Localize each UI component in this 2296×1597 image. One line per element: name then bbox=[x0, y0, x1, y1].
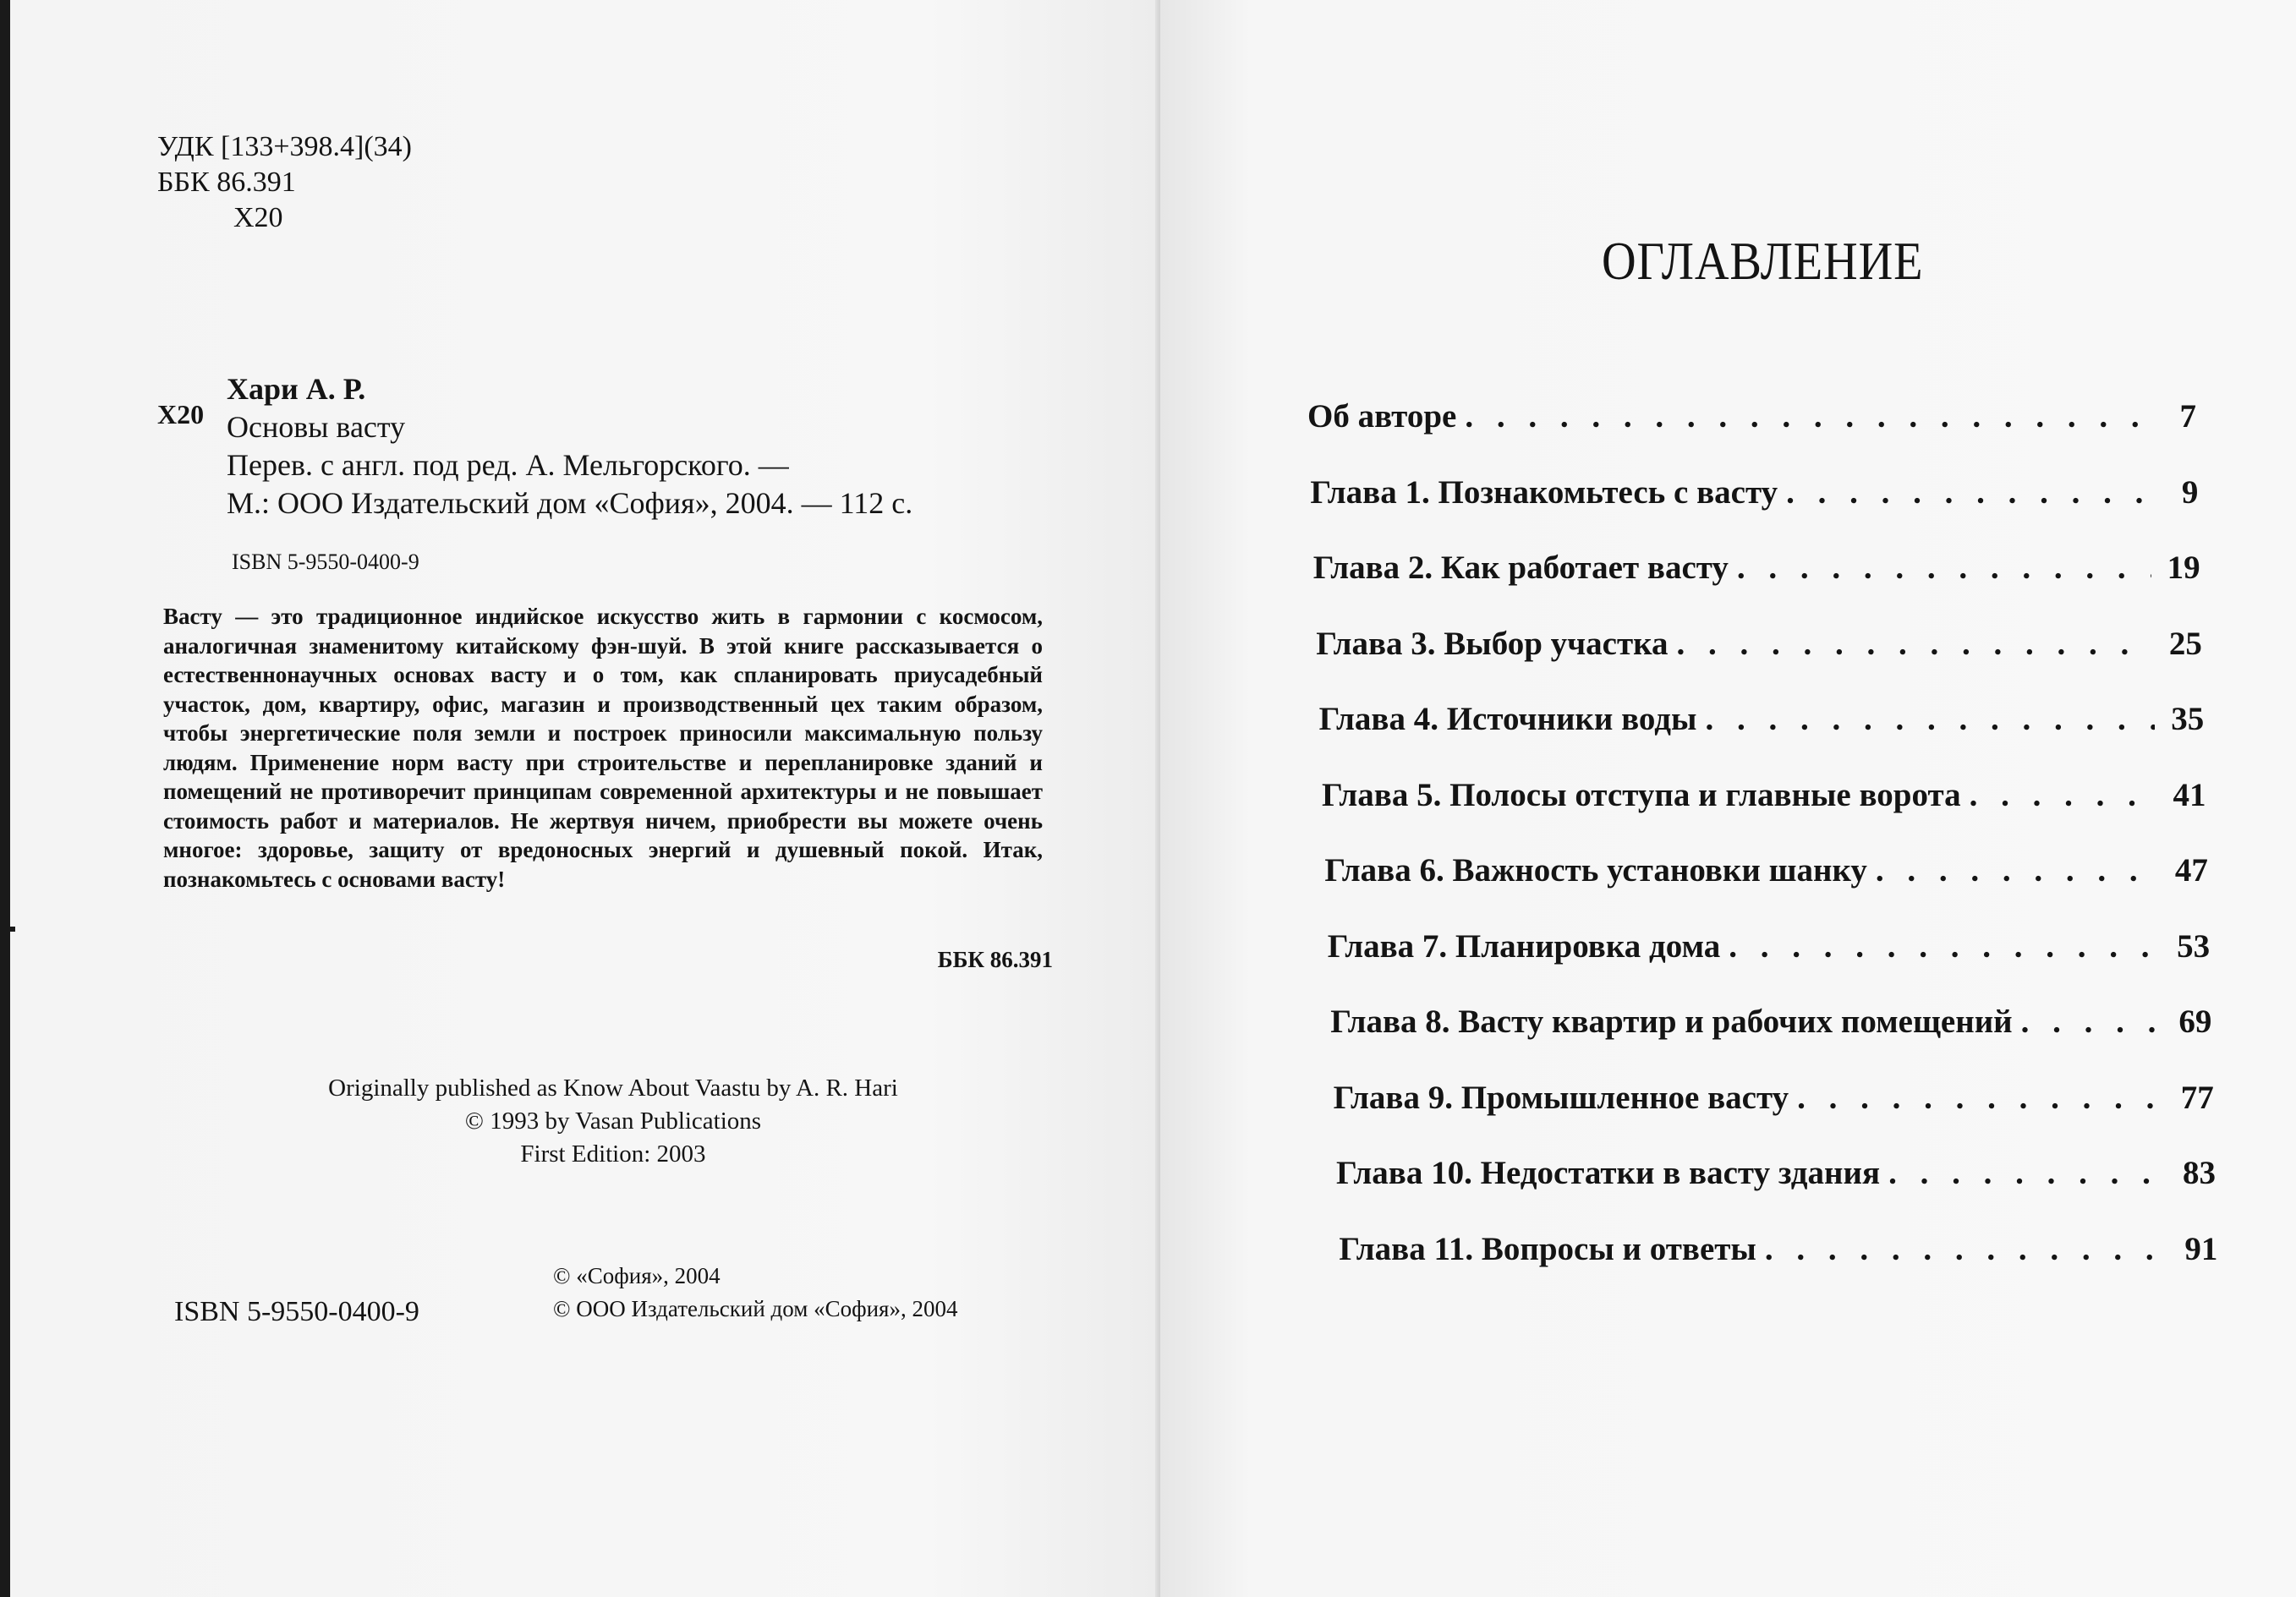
toc-entry-page: 9 bbox=[2181, 473, 2199, 511]
bibliographic-record bbox=[227, 370, 912, 522]
toc-entry bbox=[1324, 851, 2207, 889]
toc-leader-dots bbox=[1970, 776, 2157, 814]
toc-entry bbox=[1316, 625, 2202, 663]
original-copyright-line: © 1993 by Vasan Publications bbox=[464, 1108, 762, 1135]
toc-leader-dots bbox=[1705, 700, 2155, 738]
toc-entry-label: Глава 2. Как работает васту bbox=[1312, 550, 1729, 586]
copyright-sofia: © «София», 2004 bbox=[553, 1263, 721, 1288]
toc-title: ОГЛАВЛЕНИЕ bbox=[1602, 231, 1924, 291]
toc-leader-dots bbox=[1737, 549, 2151, 587]
toc-entry-label: Глава 10. Недостатки в васту здания bbox=[1336, 1155, 1881, 1191]
toc-entry-page: 35 bbox=[2171, 701, 2205, 737]
toc-leader-dots bbox=[1786, 473, 2149, 511]
toc-entry bbox=[1339, 1230, 2217, 1268]
bib-code: Х20 bbox=[157, 399, 205, 429]
toc-entry-page: 69 bbox=[2178, 1004, 2212, 1040]
toc-entry-label: Глава 7. Планировка дома bbox=[1327, 927, 1721, 965]
toc-entry-label: Глава 8. Васту квартир и рабочих помещений bbox=[1330, 1004, 2013, 1040]
toc-entry-label: Глава 3. Выбор участка bbox=[1316, 625, 1669, 662]
toc-entry-label: Глава 11. Вопросы и ответы bbox=[1339, 1230, 1756, 1267]
toc-entry bbox=[1322, 776, 2206, 814]
toc-entry-page: 77 bbox=[2180, 1079, 2214, 1116]
toc-entry bbox=[1330, 1003, 2211, 1041]
toc-entry-page: 47 bbox=[2174, 852, 2208, 889]
toc-leader-dots bbox=[2021, 1003, 2163, 1041]
edition-line: First Edition: 2003 bbox=[520, 1140, 706, 1168]
toc-entry bbox=[1334, 1079, 2214, 1117]
book-title: Основы васту bbox=[227, 410, 406, 444]
original-title-line: Originally published as Know About Vaastu by A. R. Hari bbox=[328, 1075, 898, 1102]
toc-leader-dots bbox=[1677, 625, 2153, 663]
toc-entry-page: 41 bbox=[2173, 776, 2206, 813]
toc-entry bbox=[1319, 700, 2205, 738]
toc-leader-dots bbox=[1465, 397, 2147, 435]
toc-entry bbox=[1336, 1154, 2216, 1192]
toc-entry-label: Глава 6. Важность установки шанку bbox=[1324, 852, 1867, 889]
toc-entry bbox=[1307, 397, 2196, 435]
toc-leader-dots bbox=[1797, 1079, 2165, 1117]
copyright-publisher: © ООО Издательский дом «София», 2004 bbox=[553, 1296, 958, 1321]
author-name: Хари А. Р. bbox=[227, 372, 366, 406]
toc-entry-page: 83 bbox=[2183, 1155, 2216, 1191]
toc-entry-page: 91 bbox=[2184, 1230, 2218, 1267]
annotation-text: Васту — это традиционное индийское искусство жить в гармонии с космосом, аналогичная знаменитому китайскому фэн-шуй. В этой книге рассказывается о естественнонаучных основах васту и о том, как спланировать приусадебный участок, дом, квартиру, офис, магазин и производственный цех таким образом, чтобы энергетические поля земли и построек приносили максимальную пользу людям. Применение норм васту при строительстве и перепланировке зданий и помещений не противоречит принципам современной архитектуры и не повышает стоимость работ и материалов. Не жертвуя ничем, приобрести вы можете очень многое: здоровье, защиту от вредоносных энергий и душевный покой. Итак, познакомьтесь с основами васту! bbox=[163, 604, 1043, 892]
toc-entry bbox=[1313, 549, 2200, 587]
toc-leader-dots bbox=[1729, 927, 2161, 965]
toc-entry-label: Об авторе bbox=[1307, 398, 1457, 435]
page-edge-mark bbox=[0, 927, 15, 932]
right-page bbox=[1160, 0, 2296, 1597]
toc-leader-dots bbox=[1888, 1154, 2167, 1192]
toc-entry-label: Глава 1. Познакомьтесь с васту bbox=[1310, 473, 1778, 511]
toc-leader-dots bbox=[1765, 1230, 2168, 1268]
toc-entry-page: 7 bbox=[2179, 398, 2196, 435]
toc-entry bbox=[1328, 927, 2210, 965]
isbn-bottom: ISBN 5-9550-0400-9 bbox=[174, 1296, 419, 1327]
toc-entry-label: Глава 4. Источники воды bbox=[1318, 701, 1697, 737]
annotation-bbk: ББК 86.391 bbox=[937, 947, 1053, 972]
toc-entry-page: 25 bbox=[2168, 625, 2202, 662]
toc-entry-label: Глава 9. Промышленное васту bbox=[1333, 1079, 1789, 1116]
bbk-line: ББК 86.391 bbox=[157, 167, 296, 198]
toc-entry-page: 53 bbox=[2177, 927, 2211, 965]
copyright-block bbox=[553, 1260, 957, 1326]
toc-entry bbox=[1310, 473, 2198, 511]
translation-line: Перев. с англ. под ред. А. Мельгорского. — bbox=[227, 448, 789, 482]
toc-entry-label: Глава 5. Полосы отступа и главные ворота bbox=[1322, 776, 1961, 813]
page-edge bbox=[0, 0, 10, 1597]
isbn-line: ISBN 5-9550-0400-9 bbox=[232, 550, 419, 574]
original-publication-info bbox=[254, 1072, 973, 1171]
publisher-line: М.: ООО Издательский дом «София», 2004. — 112 с. bbox=[227, 486, 913, 520]
toc-leader-dots bbox=[1876, 851, 2159, 889]
toc-entry-page: 19 bbox=[2167, 550, 2200, 586]
author-mark: Х20 bbox=[233, 202, 283, 233]
udk-line: УДК [133+398.4](34) bbox=[157, 131, 412, 162]
